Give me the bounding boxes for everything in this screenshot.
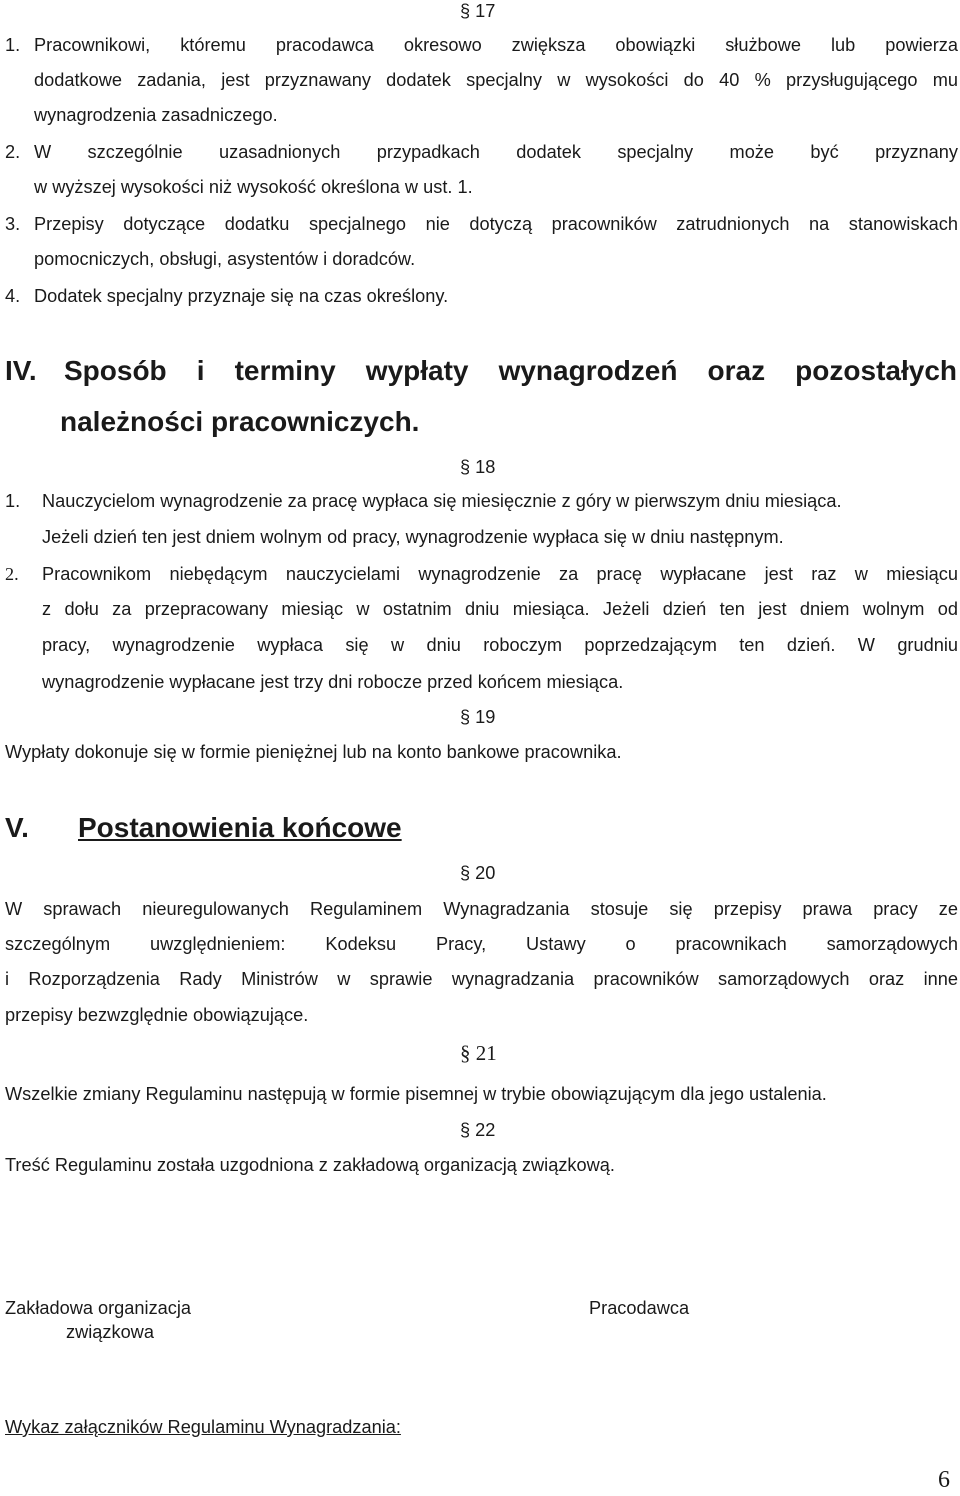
section-number: IV.: [5, 355, 37, 386]
text-line: z dołu za przepracowany miesiąc w ostatnim dniu miesiąca. Jeżeli dzień ten jest dniem wolnym od: [42, 599, 958, 619]
text-line: Nauczycielom wynagrodzenie za pracę wypłaca się miesięcznie z góry w pierwszym dniu miesiąca.: [42, 491, 842, 511]
paragraph-19-heading: § 19: [460, 707, 496, 727]
text-line: szczególnym uwzględnieniem: Kodeksu Pracy, Ustawy o pracownikach samorządowych: [5, 934, 958, 954]
item-number: 1.: [5, 491, 21, 511]
paragraph-20-heading: § 20: [460, 863, 496, 883]
text-line: Treść Regulaminu została uzgodniona z zakładową organizacją związkową.: [5, 1155, 615, 1175]
signature-left-label: Zakładowa organizacja: [5, 1298, 192, 1318]
section-title-continued: należności pracowniczych.: [60, 406, 420, 437]
section-title: Postanowienia końcowe: [78, 812, 402, 843]
text-line: przepisy bezwzględnie obowiązujące.: [5, 1005, 309, 1025]
text-line: Dodatek specjalny przyznaje się na czas określony.: [34, 286, 449, 306]
text-line: wynagrodzenia zasadniczego.: [34, 105, 278, 125]
signature-left-label-continued: związkowa: [66, 1322, 154, 1342]
text-line: W szczególnie uzasadnionych przypadkach dodatek specjalny może być przyznany: [34, 142, 958, 162]
signature-right-label: Pracodawca: [589, 1298, 690, 1318]
text-line: Jeżeli dzień ten jest dniem wolnym od pracy, wynagrodzenie wypłaca się w dniu następnym.: [42, 527, 784, 547]
text-line: wynagrodzenie wypłacane jest trzy dni robocze przed końcem miesiąca.: [42, 672, 624, 692]
paragraph-17-heading: § 17: [460, 1, 496, 21]
text-line: Wszelkie zmiany Regulaminu następują w formie pisemnej w trybie obowiązującym dla jego ustalenia.: [5, 1084, 827, 1104]
text-line: Pracownikowi, któremu pracodawca okresowo zwiększa obowiązki służbowe lub powierza: [34, 35, 958, 55]
text-line: i Rozporządzenia Rady Ministrów w sprawie wynagradzania pracowników samorządowych oraz inne: [5, 969, 958, 989]
text-line: w wyższej wysokości niż wysokość określona w ust. 1.: [34, 177, 473, 197]
item-number: 3.: [5, 214, 21, 234]
text-line: pracy, wynagrodzenie wypłaca się w dniu roboczym poprzedzającym ten dzień. W grudniu: [42, 635, 958, 655]
item-number: 1.: [5, 35, 21, 55]
text-line: Przepisy dotyczące dodatku specjalnego nie dotyczą pracowników zatrudnionych na stanowiskach: [34, 214, 958, 234]
item-number: 4.: [5, 286, 21, 306]
text-line: Wypłaty dokonuje się w formie pieniężnej lub na konto bankowe pracownika.: [5, 742, 622, 762]
page-number: 6: [938, 1467, 950, 1493]
section-number: V.: [5, 812, 29, 843]
attachments-title: Wykaz załączników Regulaminu Wynagradzania:: [5, 1417, 401, 1437]
section-title: Sposób i terminy wypłaty wynagrodzeń oraz pozostałych: [64, 355, 957, 386]
paragraph-21-heading: § 21: [460, 1041, 497, 1065]
text-line: pomocniczych, obsługi, asystentów i doradców.: [34, 249, 416, 269]
paragraph-18-heading: § 18: [460, 457, 496, 477]
item-number: 2.: [5, 564, 19, 584]
text-line: dodatkowe zadania, jest przyznawany dodatek specjalny w wysokości do 40 % przysługującego mu: [34, 70, 958, 90]
text-line: W sprawach nieuregulowanych Regulaminem Wynagradzania stosuje się przepisy prawa pracy ze: [5, 899, 958, 919]
text-line: Pracownikom niebędącym nauczycielami wynagrodzenie za pracę wypłacane jest raz w miesiącu: [42, 564, 958, 584]
item-number: 2.: [5, 142, 21, 162]
paragraph-22-heading: § 22: [460, 1120, 496, 1140]
